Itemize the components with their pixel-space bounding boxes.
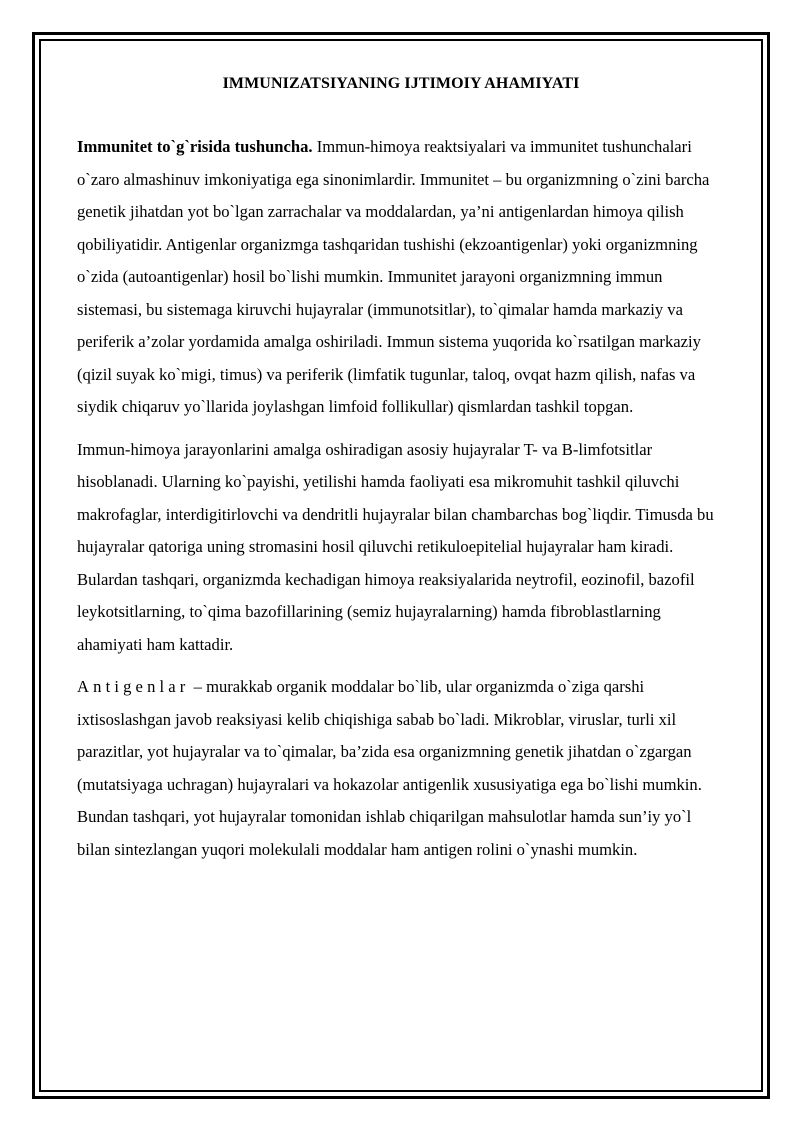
paragraph-lead-heading: Immunitet to`g`risida tushuncha. bbox=[77, 137, 313, 156]
paragraph-text: Immun-himoya reaktsiyalari va immunitet tushunchalari o`zaro almashinuv imkoniyatiga ega sinonimlardir. Immunitet – bu organizmning o`zini barcha genetik jihatdan yot bo`lgan zarrachalar va moddalardan, ya’ni antigenlardan himoya qilish qobiliyatidir. Antigenlar organizmga tashqaridan tushishi (ekzoantigenlar) yoki organizmning o`zida (autoantigenlar) hosil bo`lishi mumkin. Immunitet jarayoni organizmning immun sistemasi, bu sistemaga kiruvchi hujayralar (immunotsitlar), to`qimalar hamda markaziy va periferik a’zolar yordamida amalga oshiriladi. Immun sistema yuqorida ko`rsatilgan markaziy (qizil suyak ko`migi, timus) va periferik (limfatik tugunlar, taloq, ovqat hazm qilish, nafas va siydik chiqaruv yo`llarida joylashgan limfoid follikullar) qismlardan tashkil topgan. bbox=[77, 137, 710, 416]
document-body bbox=[77, 71, 725, 876]
paragraph-lead-term: Antigenlar bbox=[77, 677, 190, 696]
paragraph-antigens bbox=[77, 671, 725, 866]
paragraph-text: Immun-himoya jarayonlarini amalga oshiradigan asosiy hujayralar T- va B-limfotsitlar hisoblanadi. Ularning ko`payishi, yetilishi hamda faoliyati esa mikromuhit tashkil qiluvchi makrofaglar, interdigitirlovchi va dendritli hujayralar bilan chambarchas bog`liqdir. Timusda bu hujayralar qatoriga uning stromasini hosil qiluvchi retikuloepitelial hujayralar ham kiradi. Bulardan tashqari, organizmda kechadigan himoya reaksiyalarida neytrofil, eozinofil, bazofil leykotsitlarning, to`qima bazofillarining (semiz hujayralarning) hamda fibroblastlarning ahamiyati ham kattadir. bbox=[77, 439, 714, 654]
paragraph-immunity-concept bbox=[77, 131, 725, 424]
paragraph-immune-cells bbox=[77, 434, 725, 662]
paragraph-text: – murakkab organik moddalar bo`lib, ular organizmda o`ziga qarshi ixtisoslashgan javob reaksiyasi kelib chiqishiga sabab bo`ladi. Mikroblar, viruslar, turli xil parazitlar, yot hujayralar va to`qimalar, ba’zida esa organizmning genetik jihatdan o`zgargan (mutatsiyaga uchragan) hujayralari va hokazolar antigenlik xususiyatiga ega bo`lishi mumkin. Bundan tashqari, yot hujayralar tomonidan ishlab chiqarilgan mahsulotlar hamda sun’iy yo`l bilan sintezlangan yuqori molekulali moddalar ham antigen rolini o`ynashi mumkin. bbox=[77, 677, 702, 859]
document-title: IMMUNIZATSIYANING IJTIMOIY AHAMIYATI bbox=[222, 75, 580, 92]
